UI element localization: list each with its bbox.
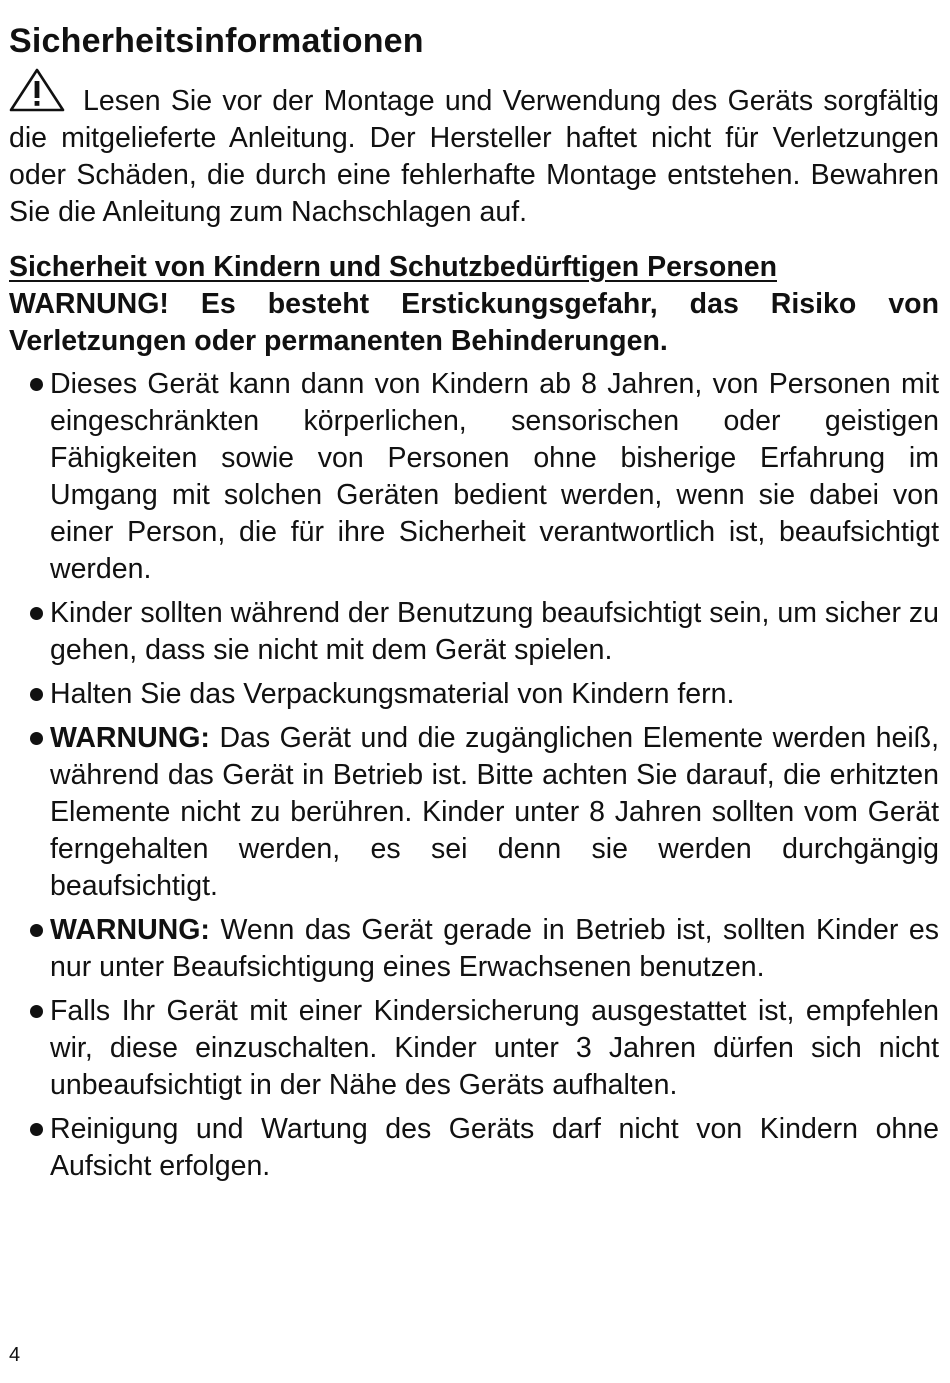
list-item-text: Wenn das Gerät gerade in Betrieb ist, sollten Kinder es nur unter Beaufsichtigung eines Erwachsenen benutzen.	[50, 914, 939, 983]
list-item	[9, 912, 939, 986]
bullet-icon	[30, 924, 43, 937]
bullet-icon	[30, 1123, 43, 1136]
document-page	[9, 18, 939, 1192]
bullet-icon	[30, 688, 43, 701]
section-warning: WARNUNG! Es besteht Erstickungsgefahr, das Risiko von Verletzungen oder permanenten Behinderungen.	[9, 288, 939, 357]
list-item	[9, 1111, 939, 1185]
list-item-text: Falls Ihr Gerät mit einer Kindersicherung ausgestattet ist, empfehlen wir, diese einzuschalten. Kinder unter 3 Jahren dürfen sich nicht unbeaufsichtigt in der Nähe des Geräts aufhalten.	[50, 995, 939, 1101]
bullet-icon	[30, 732, 43, 745]
list-item	[9, 993, 939, 1104]
warning-label: WARNUNG:	[50, 722, 210, 754]
page-number: 4	[9, 1344, 21, 1366]
list-item-text: Halten Sie das Verpackungsmaterial von Kindern fern.	[50, 678, 735, 710]
page-title: Sicherheitsinformationen	[9, 22, 424, 60]
bullet-icon	[30, 378, 43, 391]
safety-list	[9, 366, 939, 1185]
warning-triangle-icon	[9, 68, 65, 114]
bullet-icon	[30, 607, 43, 620]
bullet-icon	[30, 1005, 43, 1018]
list-item-text: Reinigung und Wartung des Geräts darf nicht von Kindern ohne Aufsicht erfolgen.	[50, 1113, 939, 1182]
intro-text: Lesen Sie vor der Montage und Verwendung des Geräts sorgfältig die mitgelieferte Anleitung. Der Hersteller haftet nicht für Verletzungen oder Schäden, die durch eine fehlerhafte Montage entstehen. Bewahren Sie die Anleitung zum Nachschlagen auf.	[9, 85, 939, 228]
list-item-text: Kinder sollten während der Benutzung beaufsichtigt sein, um sicher zu gehen, dass sie nicht mit dem Gerät spielen.	[50, 597, 939, 666]
list-item	[9, 676, 939, 713]
list-item	[9, 366, 939, 588]
list-item	[9, 595, 939, 669]
list-item-text: Das Gerät und die zugänglichen Elemente werden heiß, während das Gerät in Betrieb ist. Bitte achten Sie darauf, die erhitzten Elemente nicht zu berühren. Kinder unter 8 Jahren sollten vom Gerät ferngehalten werden, es sei denn sie werden durchgängig beaufsichtigt.	[50, 722, 939, 902]
intro-paragraph	[9, 68, 939, 231]
section-title: Sicherheit von Kindern und Schutzbedürftigen Personen	[9, 251, 777, 283]
warning-label: WARNUNG:	[50, 914, 210, 946]
list-item	[9, 720, 939, 905]
list-item-text: Dieses Gerät kann dann von Kindern ab 8 Jahren, von Personen mit eingeschränkten körperlichen, sensorischen oder geistigen Fähigkeiten sowie von Personen ohne bisherige Erfahrung im Umgang mit solchen Geräten bedient werden, wenn sie dabei von einer Person, die für ihre Sicherheit verantwortlich ist, beaufsichtigt werden.	[50, 368, 939, 585]
